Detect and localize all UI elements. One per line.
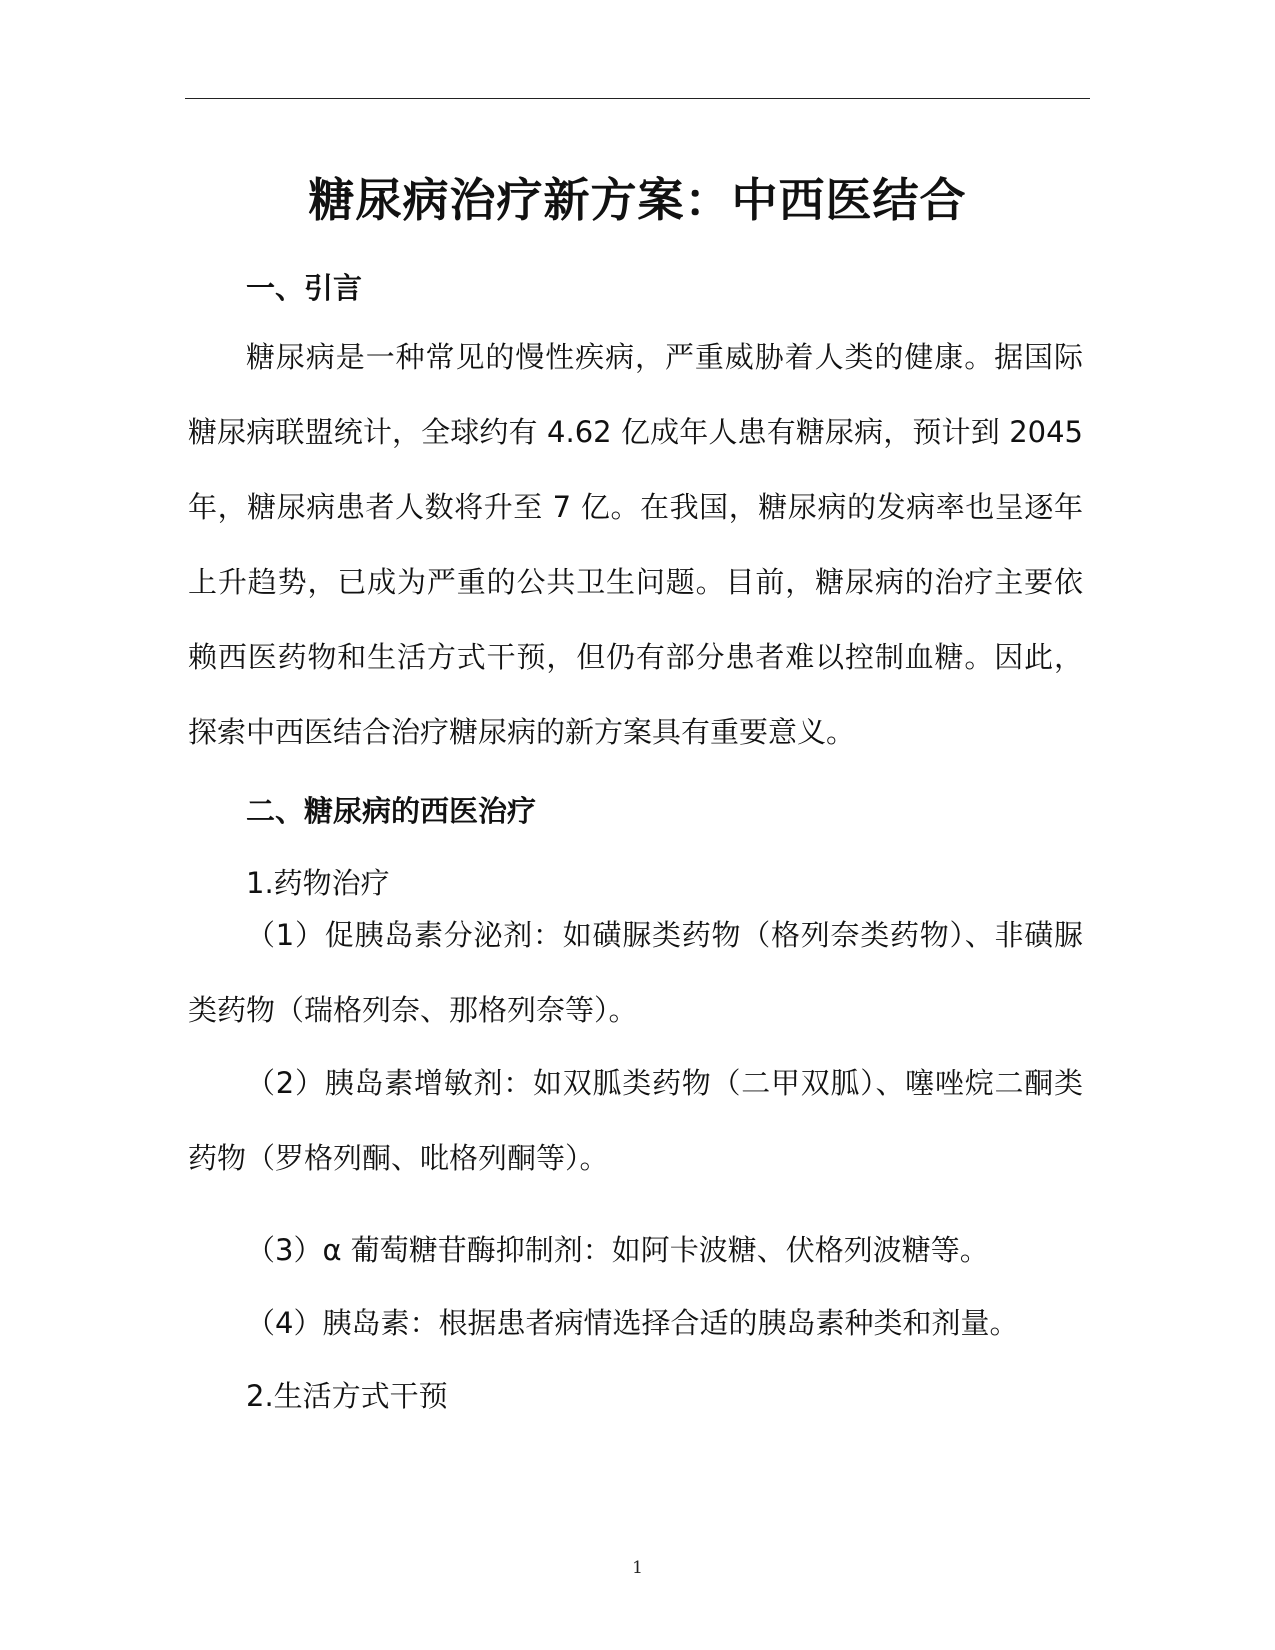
section-heading-western: 二、糖尿病的西医治疗 — [246, 794, 537, 828]
header-rule — [185, 98, 1090, 99]
drug-item-3: （3）α 葡萄糖苷酶抑制剂：如阿卡波糖、伏格列波糖等。 — [246, 1233, 989, 1267]
drug-item-2: （2）胰岛素增敏剂：如双胍类药物（二甲双胍）、噻唑烷二酮类药物（罗格列酮、吡格列酮等）。 — [188, 1066, 1083, 1175]
section-heading-intro: 一、引言 — [246, 271, 363, 305]
subheading-drug-therapy: 1.药物治疗 — [246, 866, 390, 900]
page-number: 1 — [632, 1558, 643, 1578]
drug-item-1: （1）促胰岛素分泌剂：如磺脲类药物（格列奈类药物）、非磺脲类药物（瑞格列奈、那格列奈等）。 — [188, 918, 1083, 1027]
intro-paragraph: 糖尿病是一种常见的慢性疾病，严重威胁着人类的健康。据国际糖尿病联盟统计，全球约有 4.62 亿成年人患有糖尿病，预计到 2045 年，糖尿病患者人数将升至 7 亿。在我国，糖尿病的发病率也呈逐年上升趋势，已成为严重的公共卫生问题。目前，糖尿病的治疗主要依赖西医药物和生活方式干预，但仍有部分患者难以控制血糖。因此，探索中西医结合治疗糖尿病的新方案具有重要意义。 — [188, 340, 1083, 749]
drug-item-4: （4）胰岛素：根据患者病情选择合适的胰岛素种类和剂量。 — [246, 1306, 1019, 1340]
document-title: 糖尿病治疗新方案：中西医结合 — [308, 173, 967, 227]
subheading-lifestyle: 2.生活方式干预 — [246, 1379, 448, 1413]
